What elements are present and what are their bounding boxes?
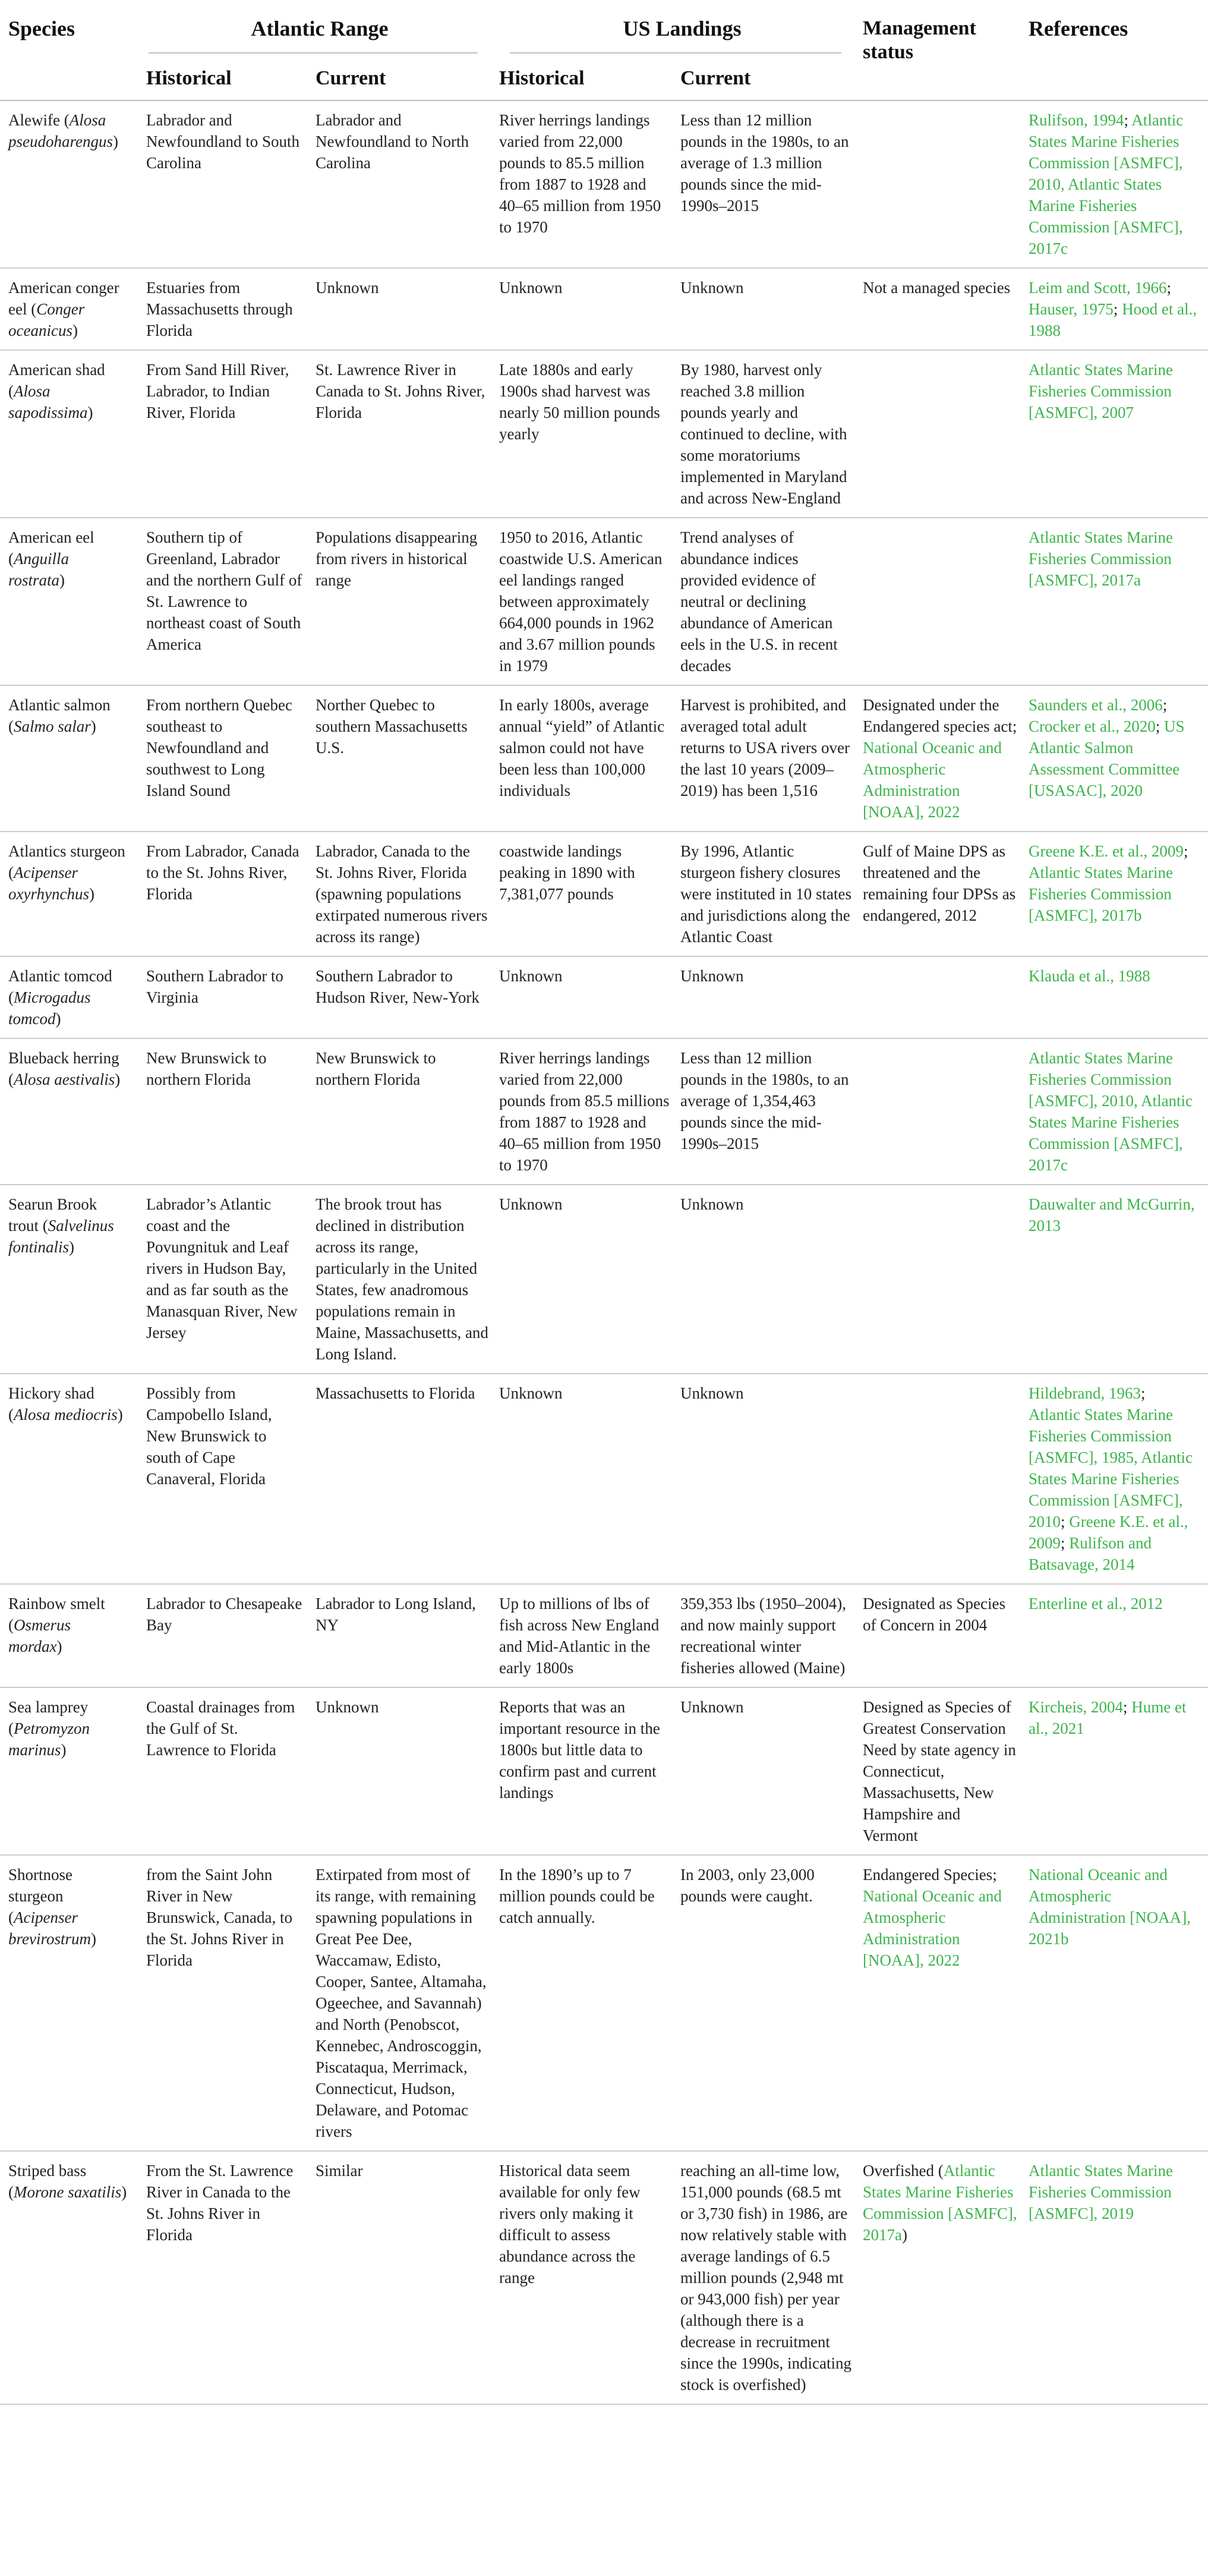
header-references: References	[1029, 17, 1128, 40]
range-current-cell: Norther Quebec to southern Massachusetts U.S.	[316, 696, 468, 757]
species-common-name: Atlantic salmon (	[8, 696, 111, 735]
range-historical-cell: Estuaries from Massachusetts through Florida	[146, 279, 293, 339]
landings-current-cell: Less than 12 million pounds in the 1980s, to an average of 1,354,463 pounds since the mid-1990s–2015	[680, 1049, 849, 1152]
landings-current-cell: Unknown	[680, 1384, 744, 1402]
table-row	[0, 832, 1208, 956]
reference-link[interactable]: Hume et al., 2021	[1029, 1698, 1187, 1737]
management-cell	[863, 1584, 1029, 1687]
reference-link[interactable]: Atlantic States Marine Fisheries Commission [ASMFC], 2010, Atlantic States Marine Fisheries Commission [ASMFC], 2017c	[1029, 1049, 1193, 1174]
reference-link[interactable]: Rulifson and Batsavage, 2014	[1029, 1534, 1152, 1573]
reference-link[interactable]: Atlantic States Marine Fisheries Commission [ASMFC], 2007	[1029, 361, 1173, 421]
management-cell	[863, 832, 1029, 956]
management-text: Designed as Species of Greatest Conservation Need by state agency in Connecticut, Massachusetts, New Hampshire and Vermont	[863, 1698, 1016, 1844]
species-cell	[0, 350, 138, 518]
references-cell	[1029, 1584, 1208, 1687]
species-cell	[0, 685, 138, 832]
species-close-paren: )	[89, 885, 94, 903]
range-current-cell: Unknown	[316, 1698, 379, 1716]
species-cell	[0, 2151, 138, 2404]
species-close-paren: )	[55, 1010, 61, 1028]
header-rule-atlantic	[149, 52, 478, 53]
management-link[interactable]: Atlantic States Marine Fisheries Commission [ASMFC], 2017a	[863, 2162, 1017, 2244]
references-cell	[1029, 956, 1208, 1038]
references-cell	[1029, 2151, 1208, 2404]
range-historical-cell: From the St. Lawrence River in Canada to the St. Johns River in Florida	[146, 2162, 294, 2244]
management-text: Gulf of Maine DPS as threatened and the remaining four DPSs as endangered, 2012	[863, 842, 1016, 924]
species-common-name: Alewife (	[8, 111, 70, 129]
references-cell	[1029, 350, 1208, 518]
table-row	[0, 1687, 1208, 1855]
species-close-paren: )	[59, 571, 65, 589]
landings-current-cell: Unknown	[680, 967, 744, 985]
range-historical-cell: From northern Quebec southeast to Newfoundland and southwest to Long Island Sound	[146, 696, 292, 799]
header-us-landings	[499, 0, 863, 53]
range-current-cell: Massachusetts to Florida	[316, 1384, 475, 1402]
landings-historical-cell: Unknown	[499, 1195, 563, 1213]
landings-current-cell: In 2003, only 23,000 pounds were caught.	[680, 1866, 815, 1905]
species-scientific-name: Acipenser oxyrhynchus	[8, 864, 89, 903]
species-scientific-name: Conger oceanicus	[8, 300, 85, 339]
reference-text: ;	[1113, 300, 1122, 318]
header-landings-current: Current	[680, 67, 751, 89]
species-scientific-name: Alosa sapodissima	[8, 382, 88, 421]
reference-link[interactable]: National Oceanic and Atmospheric Administration [NOAA], 2021b	[1029, 1866, 1191, 1948]
species-common-name: Atlantic tomcod (	[8, 967, 112, 1006]
species-common-name: Searun Brook trout (	[8, 1195, 97, 1235]
reference-link[interactable]: Atlantic States Marine Fisheries Commission [ASMFC], 1985, Atlantic States Marine Fisheries Commission [ASMFC], 2010	[1029, 1406, 1193, 1531]
landings-current-cell: Trend analyses of abundance indices provided evidence of neutral or declining abundance of American eels in the U.S. in recent decades	[680, 528, 838, 675]
management-cell	[863, 956, 1029, 1038]
species-common-name: Striped bass (	[8, 2162, 87, 2201]
reference-link[interactable]: Leim and Scott, 1966	[1029, 279, 1167, 297]
landings-historical-cell: Up to millions of lbs of fish across New England and Mid-Atlantic in the early 1800s	[499, 1595, 660, 1677]
reference-link[interactable]: Rulifson, 1994	[1029, 111, 1124, 129]
species-cell	[0, 832, 138, 956]
header-range-historical: Historical	[146, 67, 232, 89]
table-row	[0, 268, 1208, 350]
references-cell	[1029, 1374, 1208, 1584]
landings-current-cell: Less than 12 million pounds in the 1980s, to an average of 1.3 million pounds since the mid-1990s–2015	[680, 111, 849, 215]
reference-link[interactable]: Saunders et al., 2006	[1029, 696, 1163, 714]
landings-current-cell: By 1996, Atlantic sturgeon fishery closures were instituted in 10 states and jurisdictions along the Atlantic Coast	[680, 842, 851, 946]
reference-link[interactable]: Greene K.E. et al., 2009	[1029, 842, 1184, 860]
reference-text: ;	[1124, 111, 1132, 129]
management-cell	[863, 350, 1029, 518]
species-common-name: Blueback herring (	[8, 1049, 119, 1088]
reference-link[interactable]: Klauda et al., 1988	[1029, 967, 1150, 985]
species-close-paren: )	[121, 2183, 127, 2201]
table-row	[0, 1855, 1208, 2151]
range-historical-cell: Southern Labrador to Virginia	[146, 967, 283, 1006]
species-scientific-name: Microgadus tomcod	[8, 988, 91, 1028]
species-common-name: American shad (	[8, 361, 105, 400]
range-historical-cell: Labrador and Newfoundland to South Carolina	[146, 111, 299, 172]
species-close-paren: )	[61, 1741, 67, 1759]
reference-text: ;	[1166, 279, 1172, 297]
table-row	[0, 1374, 1208, 1584]
species-scientific-name: Petromyzon marinus	[8, 1720, 90, 1759]
references-cell	[1029, 518, 1208, 685]
landings-historical-cell: coastwide landings peaking in 1890 with 7,381,077 pounds	[499, 842, 635, 903]
range-historical-cell: From Labrador, Canada to the St. Johns River, Florida	[146, 842, 299, 903]
management-text: )	[902, 2226, 908, 2244]
landings-historical-cell: In early 1800s, average annual “yield” of Atlantic salmon could not have been less than 100,000 individuals	[499, 696, 665, 799]
reference-text: ;	[1141, 1384, 1146, 1402]
species-close-paren: )	[115, 1070, 121, 1088]
species-close-paren: )	[56, 1637, 62, 1655]
references-cell	[1029, 1855, 1208, 2151]
landings-historical-cell: Unknown	[499, 279, 563, 297]
species-close-paren: )	[117, 1406, 123, 1424]
reference-link[interactable]: US Atlantic Salmon Assessment Committee [USASAC], 2020	[1029, 717, 1185, 799]
table-row	[0, 518, 1208, 685]
landings-historical-cell: Unknown	[499, 967, 563, 985]
reference-link[interactable]: Greene K.E. et al., 2009	[1029, 1513, 1188, 1552]
landings-historical-cell: River herrings landings varied from 22,000 pounds from 85.5 millions from 1887 to 1928 and 40–65 million from 1950 to 1970	[499, 1049, 670, 1174]
management-cell	[863, 1855, 1029, 2151]
references-cell	[1029, 1185, 1208, 1374]
species-scientific-name: Alosa aestivalis	[14, 1070, 115, 1088]
species-common-name: Shortnose sturgeon (	[8, 1866, 72, 1926]
reference-link[interactable]: Atlantic States Marine Fisheries Commission [ASMFC], 2017a	[1029, 528, 1173, 589]
references-cell	[1029, 1687, 1208, 1855]
reference-text: ;	[1155, 717, 1164, 735]
table-row	[0, 956, 1208, 1038]
species-common-name: Sea lamprey (	[8, 1698, 89, 1737]
reference-link[interactable]: Atlantic States Marine Fisheries Commission [ASMFC], 2010, Atlantic States Marine Fisheries Commission [ASMFC], 2017c	[1029, 111, 1184, 257]
reference-link[interactable]: Hildebrand, 1963	[1029, 1384, 1141, 1402]
range-current-cell: St. Lawrence River in Canada to St. Johns River, Florida	[316, 361, 485, 421]
table-row	[0, 685, 1208, 832]
species-cell	[0, 1185, 138, 1374]
species-common-name: Hickory shad (	[8, 1384, 94, 1424]
range-current-cell: Populations disappearing from rivers in historical range	[316, 528, 478, 589]
species-close-paren: )	[113, 133, 118, 150]
references-cell	[1029, 685, 1208, 832]
landings-current-cell: Unknown	[680, 1698, 744, 1716]
management-cell	[863, 1038, 1029, 1185]
range-current-cell: Labrador to Long Island, NY	[316, 1595, 476, 1634]
header-rule-landings	[510, 52, 841, 53]
landings-current-cell: Unknown	[680, 279, 744, 297]
range-historical-cell: Labrador to Chesapeake Bay	[146, 1595, 302, 1634]
table-row	[0, 2151, 1208, 2404]
species-scientific-name: Osmerus mordax	[8, 1616, 71, 1655]
table-row	[0, 1038, 1208, 1185]
species-common-name: Atlantics sturgeon (	[8, 842, 125, 881]
landings-current-cell: Harvest is prohibited, and averaged total adult returns to USA rivers over the last 10 years (2009–2019) has been 1,516	[680, 696, 850, 799]
species-close-paren: )	[72, 322, 78, 339]
species-scientific-name: Salvelinus fontinalis	[8, 1217, 114, 1256]
range-historical-cell: New Brunswick to northern Florida	[146, 1049, 267, 1088]
landings-historical-cell: Reports that was an important resource in the 1800s but little data to confirm past and current landings	[499, 1698, 660, 1802]
reference-link[interactable]: Enterline et al., 2012	[1029, 1595, 1163, 1613]
reference-text: ;	[1123, 1698, 1132, 1716]
header-atlantic-range	[138, 0, 499, 53]
landings-historical-cell: In the 1890’s up to 7 million pounds could be catch annually.	[499, 1866, 655, 1926]
range-current-cell: Southern Labrador to Hudson River, New-York	[316, 967, 480, 1006]
landings-historical-cell: Late 1880s and early 1900s shad harvest was nearly 50 million pounds yearly	[499, 361, 660, 443]
landings-historical-cell: River herrings landings varied from 22,000 pounds to 85.5 million from 1887 to 1928 and 40–65 million from 1950 to 1970	[499, 111, 661, 236]
references-cell	[1029, 1038, 1208, 1185]
species-scientific-name: Alosa mediocris	[14, 1406, 118, 1424]
range-current-cell: Unknown	[316, 279, 379, 297]
management-text: Overfished (	[863, 2162, 944, 2180]
landings-current-cell: 359,353 lbs (1950–2004), and now mainly support recreational winter fisheries allowed (Maine)	[680, 1595, 847, 1677]
landings-current-cell: By 1980, harvest only reached 3.8 million pounds yearly and continued to decline, with some moratoriums implemented in Maryland and across New-England	[680, 361, 847, 507]
landings-current-cell: reaching an all-time low, 151,000 pounds (68.5 mt or 3,730 fish) in 1986, are now relatively stable with average landings of 6.5 million pounds (2,948 mt or 943,000 fish) per year (although there is a decrease in recruitment since the 1990s, indicating stock is overfished)	[680, 2162, 851, 2394]
range-historical-cell: Southern tip of Greenland, Labrador and the northern Gulf of St. Lawrence to northeast coast of South America	[146, 528, 302, 653]
table-row	[0, 1185, 1208, 1374]
species-scientific-name: Acipenser brevirostrum	[8, 1909, 91, 1948]
species-cell	[0, 1687, 138, 1855]
management-text: Designated as Species of Concern in 2004	[863, 1595, 1005, 1634]
header-us-landings-label: US Landings	[623, 17, 742, 40]
landings-current-cell: Unknown	[680, 1195, 744, 1213]
species-cell	[0, 268, 138, 350]
reference-link[interactable]: Atlantic States Marine Fisheries Commission [ASMFC], 2019	[1029, 2162, 1173, 2222]
reference-link[interactable]: Kircheis, 2004	[1029, 1698, 1123, 1716]
range-current-cell: Labrador and Newfoundland to North Carolina	[316, 111, 469, 172]
table-row	[0, 1584, 1208, 1687]
species-cell	[0, 1584, 138, 1687]
species-close-paren: )	[91, 1930, 96, 1948]
management-link[interactable]: National Oceanic and Atmospheric Administration [NOAA], 2022	[863, 1887, 1002, 1969]
management-cell	[863, 1374, 1029, 1584]
header-species: Species	[8, 17, 75, 40]
header-management-status: Management status	[863, 17, 976, 63]
species-common-name: American eel (	[8, 528, 94, 568]
range-historical-cell: from the Saint John River in New Brunswick, Canada, to the St. Johns River in Florida	[146, 1866, 292, 1969]
species-cell	[0, 1855, 138, 2151]
reference-text: ;	[1183, 842, 1188, 860]
management-link[interactable]: National Oceanic and Atmospheric Administration [NOAA], 2022	[863, 739, 1002, 821]
reference-link[interactable]: Hood et al., 1988	[1029, 300, 1197, 339]
management-text: Endangered Species;	[863, 1866, 997, 1884]
landings-historical-cell: Unknown	[499, 1384, 563, 1402]
range-current-cell: New Brunswick to northern Florida	[316, 1049, 436, 1088]
reference-link[interactable]: Dauwalter and McGurrin, 2013	[1029, 1195, 1195, 1235]
header-landings-historical: Historical	[499, 67, 585, 89]
reference-link[interactable]: Hauser, 1975	[1029, 300, 1114, 318]
reference-link[interactable]: Atlantic States Marine Fisheries Commission [ASMFC], 2017b	[1029, 864, 1173, 924]
reference-text: ;	[1061, 1534, 1070, 1552]
management-cell	[863, 685, 1029, 832]
range-current-cell: Similar	[316, 2162, 363, 2180]
species-scientific-name: Morone saxatilis	[14, 2183, 122, 2201]
management-cell	[863, 518, 1029, 685]
range-historical-cell: Coastal drainages from the Gulf of St. Lawrence to Florida	[146, 1698, 295, 1759]
management-text: Designated under the Endangered species act;	[863, 696, 1017, 735]
management-cell	[863, 268, 1029, 350]
references-cell	[1029, 268, 1208, 350]
species-cell	[0, 956, 138, 1038]
range-historical-cell: Labrador’s Atlantic coast and the Povungnituk and Leaf rivers in Hudson Bay, and as far south as the Manasquan River, New Jersey	[146, 1195, 298, 1341]
species-cell	[0, 1038, 138, 1185]
table-row	[0, 101, 1208, 268]
header-range-current: Current	[316, 67, 386, 89]
species-close-paren: )	[87, 404, 93, 421]
species-cell	[0, 518, 138, 685]
header-atlantic-range-label: Atlantic Range	[251, 17, 389, 40]
species-close-paren: )	[69, 1238, 75, 1256]
species-close-paren: )	[90, 717, 96, 735]
table-row	[0, 350, 1208, 518]
species-common-name: American conger eel (	[8, 279, 119, 318]
range-current-cell: Labrador, Canada to the St. Johns River, Florida (spawning populations extirpated numerous rivers across its range)	[316, 842, 488, 946]
management-cell	[863, 1185, 1029, 1374]
species-cell	[0, 101, 138, 268]
range-current-cell: The brook trout has declined in distribution across its range, particularly in the United States, few anadromous populations remain in Maine, Massachusetts, and Long Island.	[316, 1195, 488, 1363]
species-scientific-name: Anguilla rostrata	[8, 550, 69, 589]
range-historical-cell: From Sand Hill River, Labrador, to Indian River, Florida	[146, 361, 289, 421]
reference-text: ;	[1162, 696, 1168, 714]
landings-historical-cell: 1950 to 2016, Atlantic coastwide U.S. American eel landings ranged between approximately 664,000 pounds in 1962 and 3.67 million pounds in 1979	[499, 528, 663, 675]
table-body	[0, 101, 1208, 2404]
references-cell	[1029, 101, 1208, 268]
landings-historical-cell: Historical data seem available for only few rivers only making it difficult to assess abundance across the range	[499, 2162, 641, 2287]
species-cell	[0, 1374, 138, 1584]
references-cell	[1029, 832, 1208, 956]
range-current-cell: Extirpated from most of its range, with remaining spawning populations in Great Pee Dee, Waccamaw, Edisto, Cooper, Santee, Altamaha, Ogeechee, and Savannah) and North (Penobscot, Kennebec, Androscoggin, Piscataqua, Merrimack, Connecticut, Hudson, Delaware, and Potomac rivers	[316, 1866, 487, 2140]
management-cell	[863, 1687, 1029, 1855]
management-cell	[863, 2151, 1029, 2404]
management-text: Not a managed species	[863, 279, 1011, 297]
species-scientific-name: Alosa pseudoharengus	[8, 111, 113, 150]
species-scientific-name: Salmo salar	[14, 717, 91, 735]
range-historical-cell: Possibly from Campobello Island, New Brunswick to south of Cape Canaveral, Florida	[146, 1384, 272, 1488]
management-cell	[863, 101, 1029, 268]
reference-link[interactable]: Crocker et al., 2020	[1029, 717, 1156, 735]
reference-text: ;	[1061, 1513, 1070, 1531]
species-common-name: Rainbow smelt (	[8, 1595, 105, 1634]
